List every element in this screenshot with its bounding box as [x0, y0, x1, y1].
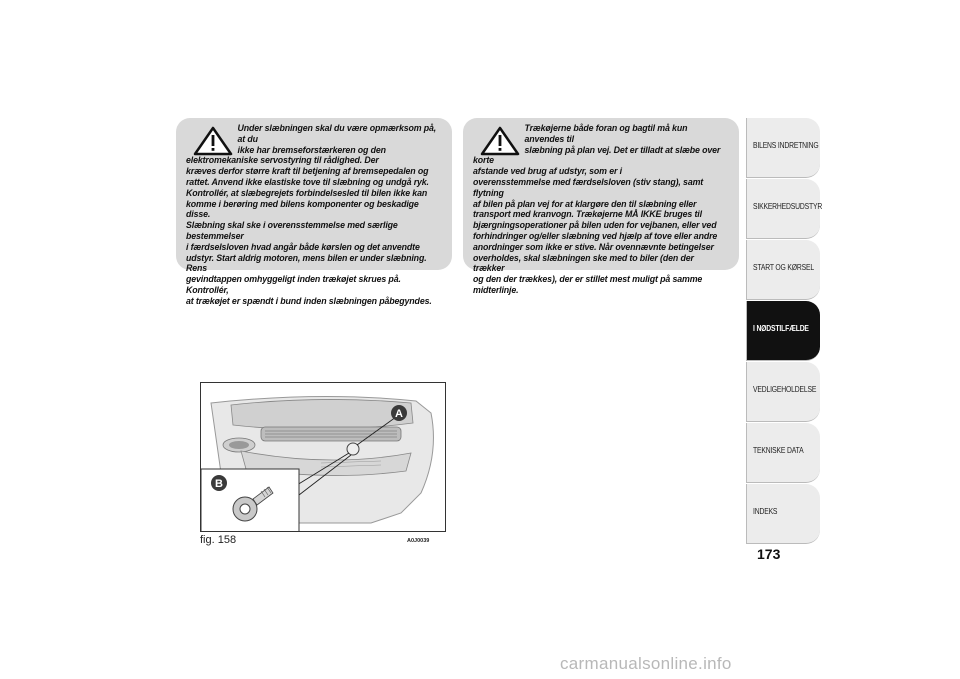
warning-box-towing-brakes	[176, 118, 452, 307]
figure-code: A0J0039	[407, 538, 430, 544]
tab-tekniske-data[interactable]	[746, 423, 820, 483]
tab-label: TEKNISKE DATA	[753, 446, 804, 455]
tab-sikkerhedsudstyr[interactable]	[746, 179, 823, 239]
tab-i-nodstilfaelde[interactable]	[746, 301, 820, 361]
warning-text: Under slæbningen skal du være opmærksom på, at du ikke har bremseforstærkeren og den elektromekaniske servostyring til rådighed. Der kræves derfor større kraft til betjening af bremsepedalen og rattet. Anvend ikke elastiske tove til slæbning og undgå ryk. Kontrollér, at slæbegrejets forbindelsesled til bilen ikke kan komme i berøring med bilens komponenter og beskadige disse. Slæbning skal ske i overensstemmelse med særlige bestemmelser i færdselsloven hvad angår både kørslen og det anvendte udstyr. Start aldrig motoren, mens bilen er under slæbning. Rens gevindtappen omhyggeligt inden trækøjet skrues på. Kontrollér, at trækøjet er spændt i bund inden slæbningen påbegyndes.	[186, 123, 437, 307]
label-a: A	[395, 408, 403, 420]
warning-box-towing-eyes	[463, 118, 739, 296]
page-number: 173	[757, 546, 781, 562]
rear-bumper-illustration	[201, 383, 446, 532]
figure-caption: fig. 158	[200, 534, 237, 546]
tab-label: START OG KØRSEL	[753, 263, 814, 272]
warning-text: Trækøjerne både foran og bagtil må kun anvendes til slæbning på plan vej. Det er tilladt at slæbe over korte afstande ved brug af udstyr, som er i overensstemmelse med færdselsloven (stiv stang), samt flytning af bilen på plan vej for at klargøre den til slæbning eller transport med kranvogn. Trækøjerne MÅ IKKE bruges til bjærgningsoperationer på bilen uden for vejbanen, eller ved forhindringer og/eller slæbning ved hjælp af tove eller andre anordninger som ikke er stive. Når ovennævnte betingelser overholdes, skal slæbningen ske med to biler (den der trækker og den der trækkes), der er stillet mest muligt på samme midterlinje.	[473, 123, 721, 296]
tab-start-og-korsel[interactable]	[746, 240, 820, 300]
tab-label: SIKKERHEDSUDSTYR	[753, 202, 823, 211]
figure-tow-eye-illustration	[200, 382, 446, 532]
tab-vedligeholdelse[interactable]	[746, 362, 820, 422]
tab-label: I NØDSTILFÆLDE	[753, 324, 809, 333]
tab-label: BILENS INDRETNING	[753, 141, 819, 150]
tab-label: INDEKS	[753, 507, 778, 516]
tab-bilens-indretning[interactable]	[746, 118, 820, 178]
label-b: B	[215, 478, 223, 490]
watermark: carmanualsonline.info	[560, 654, 732, 673]
tab-label: VEDLIGEHOLDELSE	[753, 385, 817, 394]
tab-indeks[interactable]	[746, 484, 820, 544]
